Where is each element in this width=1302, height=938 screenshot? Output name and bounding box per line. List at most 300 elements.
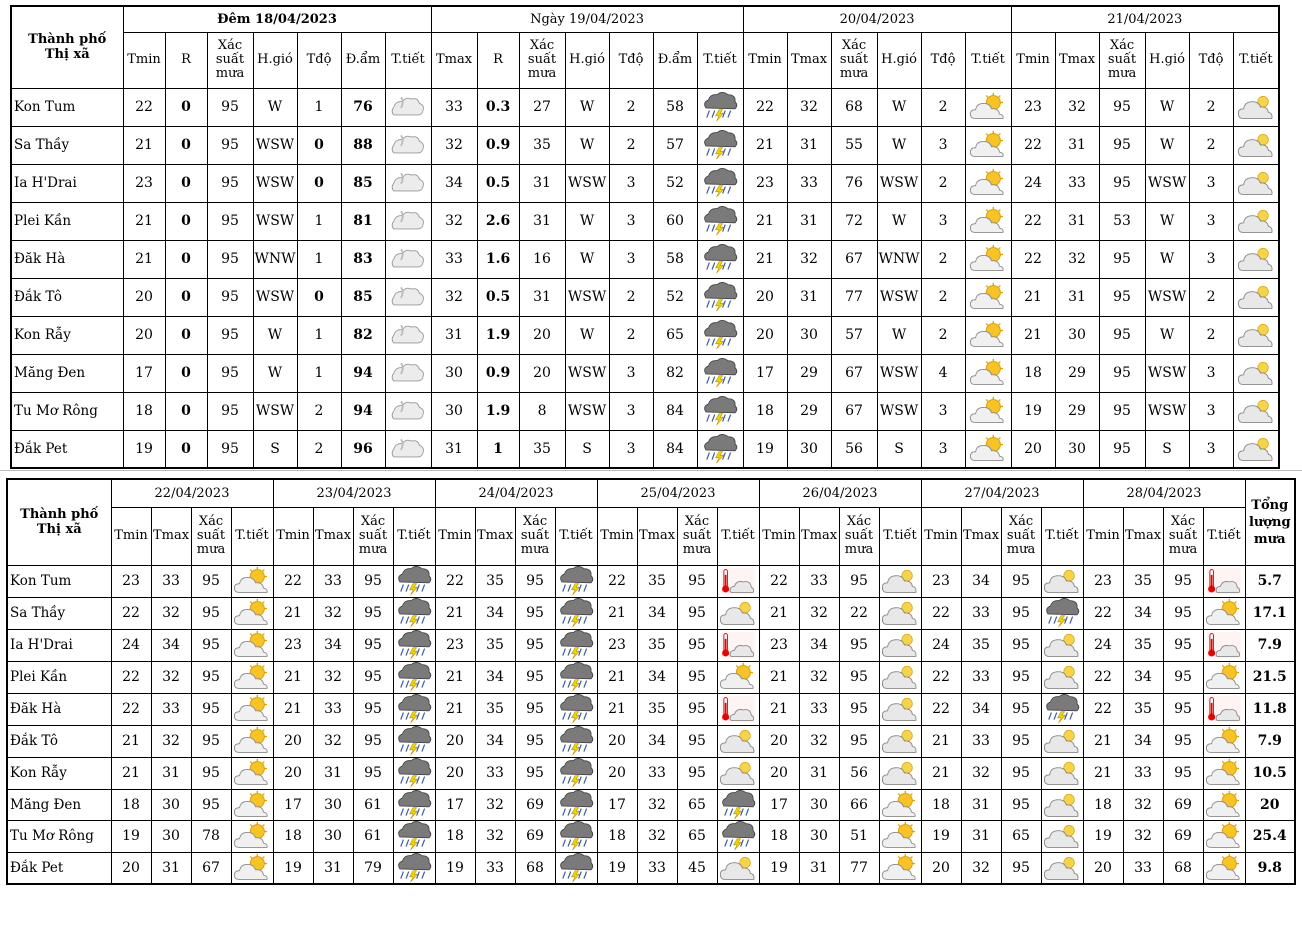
thermometer-hot-icon	[717, 565, 759, 597]
city-header-line2: Thị xã	[36, 522, 82, 538]
sun-cloud-icon	[1203, 852, 1245, 884]
day21-value: S	[1145, 430, 1189, 468]
cloudy-icon	[879, 693, 921, 725]
column-header: Tmin	[1083, 507, 1123, 565]
day20-value: 30	[787, 430, 831, 468]
total-rainfall: 11.8	[1245, 693, 1295, 725]
day-value: 34	[637, 661, 677, 693]
day-value: 20	[519, 354, 565, 392]
day21-value: 22	[1011, 202, 1055, 240]
day21-value: 22	[1011, 126, 1055, 164]
sun-cloud-icon	[1203, 725, 1245, 757]
day-value: 56	[839, 757, 879, 789]
day-value: 3	[609, 164, 653, 202]
night-value: 82	[341, 316, 385, 354]
day-value: 31	[151, 852, 191, 884]
moon-cloud-icon	[385, 354, 431, 392]
day-value: 22	[111, 661, 151, 693]
day-value: 58	[653, 240, 697, 278]
sun-cloud-icon	[965, 316, 1011, 354]
night-value: W	[253, 88, 297, 126]
day-value: 3	[609, 430, 653, 468]
thunderstorm-icon	[555, 597, 597, 629]
day-value: 78	[191, 820, 231, 852]
date-header: 24/04/2023	[435, 479, 597, 507]
day-value: 20	[1083, 852, 1123, 884]
column-header: Xác suất mưa	[191, 507, 231, 565]
city-header	[7, 479, 111, 565]
day20-value: 20	[743, 316, 787, 354]
day-value: 24	[921, 629, 961, 661]
day21-value: 20	[1011, 430, 1055, 468]
day21-value: 2	[1189, 278, 1233, 316]
total-header-line3: mưa	[1253, 531, 1286, 547]
day-value: 20	[759, 757, 799, 789]
table-row	[7, 852, 1295, 884]
night-value: WSW	[253, 392, 297, 430]
day-value: 77	[839, 852, 879, 884]
day-value: 95	[839, 693, 879, 725]
night-value: 1	[297, 240, 341, 278]
night-value: W	[253, 354, 297, 392]
day-value: 20	[111, 852, 151, 884]
night-value: 20	[123, 316, 165, 354]
sun-cloud-icon	[965, 240, 1011, 278]
night-value: 2	[297, 392, 341, 430]
day-value: 31	[431, 430, 477, 468]
column-header: Tđộ	[609, 32, 653, 88]
day-value: 84	[653, 392, 697, 430]
day-value: 68	[515, 852, 555, 884]
cloudy-icon	[717, 757, 759, 789]
day-value: 21	[759, 693, 799, 725]
day-value: 21	[111, 757, 151, 789]
night-value: 21	[123, 240, 165, 278]
date-header: Ngày 19/04/2023	[431, 6, 743, 32]
cloudy-icon	[1233, 126, 1279, 164]
day-value: 33	[961, 661, 1001, 693]
night-value: WSW	[253, 278, 297, 316]
city-name: Tu Mơ Rông	[7, 820, 111, 852]
day20-value: 32	[787, 88, 831, 126]
sun-cloud-icon	[1203, 789, 1245, 820]
column-header: Xác suất mưa	[207, 32, 253, 88]
day-value: 19	[273, 852, 313, 884]
sun-cloud-icon	[1203, 820, 1245, 852]
city-name: Đắk Tô	[7, 725, 111, 757]
sun-cloud-icon	[965, 278, 1011, 316]
day21-value: 3	[1189, 354, 1233, 392]
day-value: 32	[151, 725, 191, 757]
day-value: 1	[477, 430, 519, 468]
day-value: 22	[597, 565, 637, 597]
column-header: Xác suất mưa	[1099, 32, 1145, 88]
column-header: T.tiết	[231, 507, 273, 565]
column-header: Tmax	[787, 32, 831, 88]
day-value: W	[565, 88, 609, 126]
thunderstorm-icon	[697, 202, 743, 240]
day-value: 32	[1123, 820, 1163, 852]
day-value: 21	[759, 661, 799, 693]
day21-value: 3	[1189, 202, 1233, 240]
night-value: 17	[123, 354, 165, 392]
day-value: 30	[799, 789, 839, 820]
day-value: 23	[273, 629, 313, 661]
day-value: 95	[515, 661, 555, 693]
day20-value: 3	[921, 126, 965, 164]
day21-value: 2	[1189, 316, 1233, 354]
sun-cloud-icon	[965, 392, 1011, 430]
day-value: 33	[151, 693, 191, 725]
day-value: 34	[799, 629, 839, 661]
day-value: 32	[637, 789, 677, 820]
night-value: 0	[165, 126, 207, 164]
cloudy-icon	[1233, 164, 1279, 202]
day20-value: 3	[921, 430, 965, 468]
column-header: Tmax	[961, 507, 1001, 565]
day21-value: 18	[1011, 354, 1055, 392]
day-value: 95	[191, 693, 231, 725]
cloudy-icon	[1233, 202, 1279, 240]
thunderstorm-icon	[697, 126, 743, 164]
day-value: 33	[431, 240, 477, 278]
night-value: 0	[165, 430, 207, 468]
thunderstorm-icon	[1041, 693, 1083, 725]
day-value: 95	[677, 757, 717, 789]
day20-value: 2	[921, 240, 965, 278]
day-value: 95	[515, 693, 555, 725]
day-value: 95	[1001, 661, 1041, 693]
day-value: 82	[653, 354, 697, 392]
date-header: 26/04/2023	[759, 479, 921, 507]
day-value: 32	[151, 597, 191, 629]
night-value: WNW	[253, 240, 297, 278]
day-value: 32	[151, 661, 191, 693]
day-value: 3	[609, 392, 653, 430]
thunderstorm-icon	[717, 820, 759, 852]
thunderstorm-icon	[697, 88, 743, 126]
day20-value: 29	[787, 392, 831, 430]
day-value: 35	[475, 629, 515, 661]
city-name: Plei Kần	[11, 202, 123, 240]
day-value: 34	[961, 693, 1001, 725]
day-value: 2.6	[477, 202, 519, 240]
day-value: 33	[1123, 757, 1163, 789]
day-value: 95	[353, 629, 393, 661]
day21-value: 21	[1011, 316, 1055, 354]
night-value: 1	[297, 316, 341, 354]
day-value: 35	[475, 565, 515, 597]
sun-cloud-icon	[965, 88, 1011, 126]
table-row	[7, 789, 1295, 820]
column-header: Đ.ẩm	[341, 32, 385, 88]
sun-cloud-icon	[231, 597, 273, 629]
day20-value: 4	[921, 354, 965, 392]
day21-value: 3	[1189, 430, 1233, 468]
cloudy-icon	[1233, 88, 1279, 126]
day-value: 21	[1083, 725, 1123, 757]
day-value: W	[565, 316, 609, 354]
sun-cloud-icon	[231, 661, 273, 693]
day-value: 20	[435, 757, 475, 789]
day21-value: 24	[1011, 164, 1055, 202]
day-value: 22	[435, 565, 475, 597]
day-value: 34	[475, 597, 515, 629]
day21-value: 3	[1189, 392, 1233, 430]
night-value: 81	[341, 202, 385, 240]
day-value: 32	[799, 597, 839, 629]
day-value: 19	[759, 852, 799, 884]
day-value: 22	[111, 597, 151, 629]
night-value: 95	[207, 278, 253, 316]
day21-value: 29	[1055, 392, 1099, 430]
table-row	[11, 278, 1279, 316]
city-name: Kon Tum	[11, 88, 123, 126]
day-value: 95	[1001, 757, 1041, 789]
night-value: 88	[341, 126, 385, 164]
day-value: WSW	[565, 164, 609, 202]
day-value: 32	[799, 725, 839, 757]
day-value: 95	[191, 565, 231, 597]
day-value: 21	[273, 693, 313, 725]
day-value: 3	[609, 202, 653, 240]
thunderstorm-icon	[697, 354, 743, 392]
column-header: T.tiết	[879, 507, 921, 565]
city-name: Plei Kần	[7, 661, 111, 693]
day-value: 34	[961, 565, 1001, 597]
night-value: WSW	[253, 164, 297, 202]
day-value: 20	[519, 316, 565, 354]
day-value: 35	[519, 430, 565, 468]
day-value: 2	[609, 316, 653, 354]
cloudy-icon	[1233, 278, 1279, 316]
cloudy-icon	[717, 725, 759, 757]
cloudy-icon	[1233, 240, 1279, 278]
day20-value: 77	[831, 278, 877, 316]
sun-cloud-icon	[1203, 757, 1245, 789]
sun-cloud-icon	[231, 725, 273, 757]
day-value: 34	[637, 725, 677, 757]
night-value: 20	[123, 278, 165, 316]
cloudy-icon	[1233, 316, 1279, 354]
day-value: 1.6	[477, 240, 519, 278]
total-rainfall: 21.5	[1245, 661, 1295, 693]
day-value: 67	[191, 852, 231, 884]
day-value: 69	[515, 789, 555, 820]
night-value: 95	[207, 126, 253, 164]
night-value: 94	[341, 392, 385, 430]
moon-cloud-icon	[385, 392, 431, 430]
city-name: Ia H'Drai	[11, 164, 123, 202]
day-value: 33	[799, 565, 839, 597]
night-value: 21	[123, 126, 165, 164]
day-value: 95	[1163, 597, 1203, 629]
thermometer-hot-icon	[717, 629, 759, 661]
night-value: 1	[297, 88, 341, 126]
day-value: 23	[921, 565, 961, 597]
night-value: 95	[207, 392, 253, 430]
thunderstorm-icon	[555, 725, 597, 757]
day-value: 95	[515, 629, 555, 661]
day20-value: 67	[831, 392, 877, 430]
city-header-line1: Thành phố	[20, 507, 99, 523]
column-header: Tmin	[1011, 32, 1055, 88]
day-value: 95	[1001, 789, 1041, 820]
night-value: 2	[297, 430, 341, 468]
day-value: 23	[597, 629, 637, 661]
column-header: Tmin	[273, 507, 313, 565]
thermometer-hot-icon	[717, 693, 759, 725]
total-rainfall: 25.4	[1245, 820, 1295, 852]
sun-cloud-icon	[231, 820, 273, 852]
day-value: 34	[1123, 725, 1163, 757]
day20-value: 17	[743, 354, 787, 392]
thunderstorm-icon	[697, 392, 743, 430]
day-value: 32	[637, 820, 677, 852]
column-header: Tmin	[597, 507, 637, 565]
day20-value: 31	[787, 278, 831, 316]
column-header: Xác suất mưa	[519, 32, 565, 88]
day-value: 95	[1163, 565, 1203, 597]
day-value: 95	[1163, 757, 1203, 789]
day-value: 21	[1083, 757, 1123, 789]
column-header: T.tiết	[555, 507, 597, 565]
night-value: 18	[123, 392, 165, 430]
day-value: 1.9	[477, 316, 519, 354]
date-header: Đêm 18/04/2023	[123, 6, 431, 32]
day-value: 95	[839, 629, 879, 661]
table-row	[11, 392, 1279, 430]
column-header: Tđộ	[1189, 32, 1233, 88]
day20-value: 2	[921, 316, 965, 354]
day-value: 32	[313, 661, 353, 693]
day20-value: 21	[743, 126, 787, 164]
day-value: 21	[597, 661, 637, 693]
day-value: 21	[921, 757, 961, 789]
total-rainfall: 17.1	[1245, 597, 1295, 629]
night-value: 95	[207, 240, 253, 278]
column-header: Tmin	[111, 507, 151, 565]
column-header: Xác suất mưa	[677, 507, 717, 565]
day-value: 0.9	[477, 126, 519, 164]
day-value: 31	[313, 757, 353, 789]
thunderstorm-icon	[555, 693, 597, 725]
day-value: 23	[1083, 565, 1123, 597]
total-rainfall: 9.8	[1245, 852, 1295, 884]
city-name: Sa Thầy	[11, 126, 123, 164]
table-row	[7, 629, 1295, 661]
day-value: 21	[435, 597, 475, 629]
day20-value: 20	[743, 278, 787, 316]
thermometer-hot-icon	[1203, 693, 1245, 725]
moon-cloud-icon	[385, 430, 431, 468]
day-value: 95	[677, 693, 717, 725]
day-value: 24	[1083, 629, 1123, 661]
sun-cloud-icon	[1203, 661, 1245, 693]
thunderstorm-icon	[697, 164, 743, 202]
night-value: 95	[207, 164, 253, 202]
day20-value: S	[877, 430, 921, 468]
day-value: 2	[609, 88, 653, 126]
day-value: 22	[111, 693, 151, 725]
day-value: 0.3	[477, 88, 519, 126]
day21-value: 32	[1055, 88, 1099, 126]
cloudy-icon	[1041, 852, 1083, 884]
day-value: 31	[519, 202, 565, 240]
cloudy-icon	[717, 852, 759, 884]
day-value: 34	[475, 725, 515, 757]
date-header: 21/04/2023	[1011, 6, 1279, 32]
day-value: 22	[839, 597, 879, 629]
day20-value: W	[877, 202, 921, 240]
day-value: 0.5	[477, 278, 519, 316]
day-value: 35	[475, 693, 515, 725]
night-value: 95	[207, 316, 253, 354]
table-row	[11, 316, 1279, 354]
city-name: Măng Đen	[7, 789, 111, 820]
column-header: Tmin	[759, 507, 799, 565]
city-header-line1: Thành phố	[28, 32, 107, 48]
day20-value: 2	[921, 278, 965, 316]
day21-value: 95	[1099, 278, 1145, 316]
cloudy-icon	[1041, 789, 1083, 820]
cloudy-icon	[879, 757, 921, 789]
day-value: 34	[637, 597, 677, 629]
cloudy-icon	[1041, 725, 1083, 757]
total-rainfall: 7.9	[1245, 629, 1295, 661]
sun-cloud-icon	[1203, 597, 1245, 629]
day-value: 34	[475, 661, 515, 693]
day-value: 22	[1083, 693, 1123, 725]
column-header: Xác suất mưa	[831, 32, 877, 88]
day20-value: 23	[743, 164, 787, 202]
city-name: Ia H'Drai	[7, 629, 111, 661]
day-value: 95	[1001, 693, 1041, 725]
day-value: WSW	[565, 278, 609, 316]
day-value: 95	[839, 661, 879, 693]
day20-value: 2	[921, 164, 965, 202]
sun-cloud-icon	[965, 164, 1011, 202]
column-header: H.gió	[253, 32, 297, 88]
day-value: 19	[435, 852, 475, 884]
table-row	[7, 693, 1295, 725]
day-value: 21	[111, 725, 151, 757]
moon-cloud-icon	[385, 316, 431, 354]
day-value: 34	[1123, 661, 1163, 693]
day-value: 95	[353, 725, 393, 757]
day-value: 17	[273, 789, 313, 820]
day-value: 8	[519, 392, 565, 430]
night-value: 85	[341, 278, 385, 316]
total-rainfall: 7.9	[1245, 725, 1295, 757]
day-value: 31	[519, 278, 565, 316]
moon-cloud-icon	[385, 164, 431, 202]
night-value: S	[253, 430, 297, 468]
day-value: 31	[313, 852, 353, 884]
thunderstorm-icon	[697, 278, 743, 316]
column-header: Xác suất mưa	[515, 507, 555, 565]
thunderstorm-icon	[717, 789, 759, 820]
day-value: 31	[961, 789, 1001, 820]
day21-value: 31	[1055, 278, 1099, 316]
city-name: Đắk Tô	[11, 278, 123, 316]
day-value: 35	[1123, 565, 1163, 597]
day-value: 18	[435, 820, 475, 852]
night-value: W	[253, 316, 297, 354]
day-value: 32	[961, 852, 1001, 884]
day-value: 22	[759, 565, 799, 597]
night-value: 95	[207, 354, 253, 392]
